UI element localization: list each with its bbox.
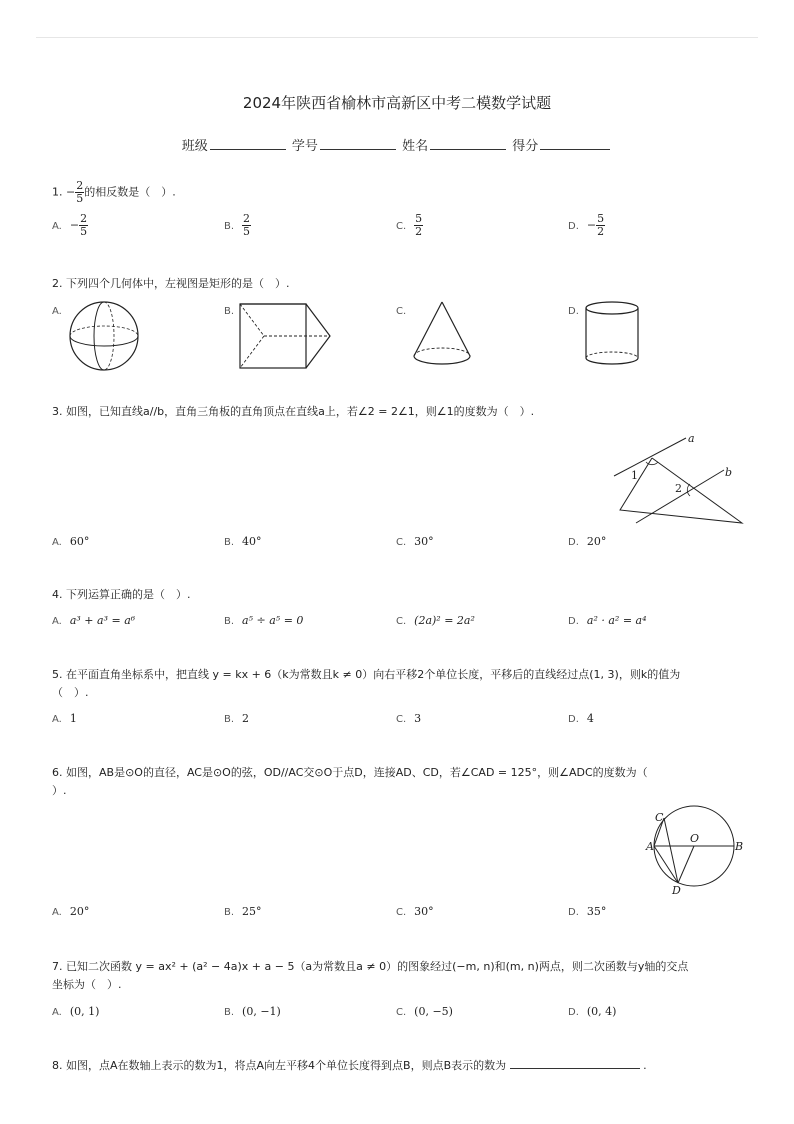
- question-text-cont: （ ）.: [52, 686, 89, 699]
- q7-option-a[interactable]: A. (0, 1): [52, 1005, 100, 1018]
- angle-1-label: 1: [631, 469, 638, 482]
- sphere-figure: [64, 300, 146, 372]
- label-c: C: [655, 811, 664, 824]
- score-blank[interactable]: [540, 137, 610, 150]
- question-text: 下列四个几何体中，左视图是矩形的是（ ）.: [66, 277, 290, 290]
- question-6: 6. 如图，AB是⊙O的直径，AC是⊙O的弦，OD//AC交⊙O于点D，连接AD、CD，若∠CAD = 125°，则∠ADC的度数为（ ）.: [52, 766, 648, 797]
- fraction: $\frac{2}{5}$: [76, 179, 84, 205]
- q4-option-d[interactable]: D. a² · a² = a⁴: [568, 614, 647, 627]
- question-2: 2. 下列四个几何体中，左视图是矩形的是（ ）.: [52, 277, 290, 290]
- q2-option-b[interactable]: B.: [224, 306, 235, 317]
- question-text: 下列运算正确的是（ ）.: [66, 588, 191, 601]
- id-label: 学号: [291, 139, 318, 154]
- angle-2-label: 2: [675, 482, 682, 495]
- question-text: 如图，已知直线a//b，直角三角板的直角顶点在直线a上，若∠2 = 2∠1，则∠1的度数为（ ）.: [66, 405, 535, 418]
- question-4: 4. 下列运算正确的是（ ）.: [52, 588, 191, 601]
- q4-option-c[interactable]: C. (2a)² = 2a²: [396, 614, 475, 627]
- label-a: A: [646, 840, 654, 853]
- question-text-cont: 坐标为（ ）.: [52, 978, 122, 991]
- q1-option-a[interactable]: A. − $\frac{2}{5}$: [52, 212, 88, 238]
- question-3: 3. 如图，已知直线a//b，直角三角板的直角顶点在直线a上，若∠2 = 2∠1，则∠1的度数为（ ）.: [52, 405, 535, 418]
- id-blank[interactable]: [320, 137, 396, 150]
- question-7: 7. 已知二次函数 y = ax² + (a² − 4a)x + a − 5（a为常数且a ≠ 0）的图象经过(−m, n)和(m, n)两点，则二次函数与y轴的交点 坐标为（ ）.: [52, 960, 689, 991]
- question-8: 8. 如图，点A在数轴上表示的数为1，将点A向左平移4个单位长度得到点B，则点B表示的数为 .: [52, 1056, 752, 1075]
- q6-option-a[interactable]: A. 20°: [52, 905, 90, 918]
- question-text-cont: ）.: [52, 784, 67, 797]
- question-5: 5. 在平面直角坐标系中，把直线 y = kx + 6（k为常数且k ≠ 0）向右平移2个单位长度，平移后的直线经过点(1, 3)，则k的值为 （ ）.: [52, 668, 681, 699]
- q5-option-d[interactable]: D. 4: [568, 712, 594, 725]
- q2-option-d[interactable]: D.: [568, 306, 579, 317]
- label-o: O: [690, 832, 700, 845]
- label-a: a: [688, 432, 695, 445]
- q1-option-d[interactable]: D. − $\frac{5}{2}$: [568, 212, 605, 238]
- q7-option-c[interactable]: C. (0, −5): [396, 1005, 453, 1018]
- label-b: B: [735, 840, 744, 853]
- student-info-row: [0, 135, 794, 154]
- q6-option-d[interactable]: D. 35°: [568, 905, 607, 918]
- question-text: 的相反数是（ ）.: [84, 185, 176, 199]
- parallel-lines-figure: [606, 428, 748, 528]
- question-1: 1. − $\frac{2}{5}$ 的相反数是（ ）.: [52, 179, 176, 205]
- q2-option-a[interactable]: A.: [52, 306, 62, 317]
- q6-option-b[interactable]: B. 25°: [224, 905, 262, 918]
- q3-option-a[interactable]: A. 60°: [52, 535, 90, 548]
- question-text: 如图，点A在数轴上表示的数为1，将点A向左平移4个单位长度得到点B，则点B表示的数为: [66, 1059, 507, 1072]
- q2-option-c[interactable]: C.: [396, 306, 407, 317]
- question-number: 1.: [52, 185, 63, 199]
- circle-figure: [644, 806, 744, 896]
- top-divider: [36, 37, 758, 38]
- q7-option-b[interactable]: B. (0, −1): [224, 1005, 281, 1018]
- q3-option-c[interactable]: C. 30°: [396, 535, 434, 548]
- question-text: 如图，AB是⊙O的直径，AC是⊙O的弦，OD//AC交⊙O于点D，连接AD、CD，若∠CAD = 125°，则∠ADC的度数为（: [66, 766, 648, 779]
- label-b: b: [725, 466, 733, 479]
- prism-figure: [238, 302, 334, 370]
- name-blank[interactable]: [430, 137, 506, 150]
- answer-blank[interactable]: [510, 1056, 640, 1069]
- q5-option-a[interactable]: A. 1: [52, 712, 77, 725]
- class-label: 班级: [181, 139, 208, 154]
- label-d: D: [672, 884, 681, 897]
- question-text: 已知二次函数 y = ax² + (a² − 4a)x + a − 5（a为常数且a ≠ 0）的图象经过(−m, n)和(m, n)两点，则二次函数与y轴的交点: [66, 960, 689, 973]
- q4-option-b[interactable]: B. a⁵ ÷ a⁵ = 0: [224, 614, 304, 627]
- score-label: 得分: [512, 139, 539, 154]
- q3-option-b[interactable]: B. 40°: [224, 535, 262, 548]
- q5-option-b[interactable]: B. 2: [224, 712, 250, 725]
- page-title: 2024年陕西省榆林市高新区中考二模数学试题: [242, 94, 552, 112]
- question-text: 在平面直角坐标系中，把直线 y = kx + 6（k为常数且k ≠ 0）向右平移2个单位长度，平移后的直线经过点(1, 3)，则k的值为: [66, 668, 681, 681]
- cone-figure: [410, 300, 474, 370]
- q5-option-c[interactable]: C. 3: [396, 712, 422, 725]
- q4-option-a[interactable]: A. a³ + a³ = a⁶: [52, 614, 136, 627]
- name-label: 姓名: [402, 139, 429, 154]
- q6-option-c[interactable]: C. 30°: [396, 905, 434, 918]
- cylinder-figure: [584, 300, 642, 370]
- q3-option-d[interactable]: D. 20°: [568, 535, 607, 548]
- class-blank[interactable]: [210, 137, 286, 150]
- q7-option-d[interactable]: D. (0, 4): [568, 1005, 617, 1018]
- q1-option-c[interactable]: C. $\frac{5}{2}$: [396, 212, 423, 238]
- q1-option-b[interactable]: B. $\frac{2}{5}$: [224, 212, 251, 238]
